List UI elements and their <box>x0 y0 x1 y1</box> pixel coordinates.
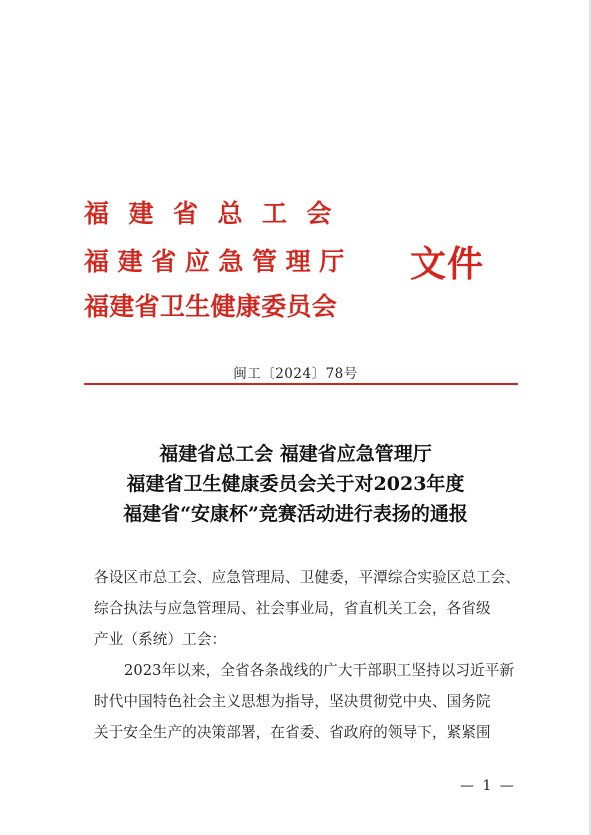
header-issuer-2: 福建省应急管理厅 <box>84 247 353 276</box>
title-line-1: 福建省总工会 福建省应急管理厅 <box>159 443 432 465</box>
header-issuer-3: 福建省卫生健康委员会 <box>84 292 338 321</box>
page-number: — 1 — <box>460 778 516 794</box>
title-line-2: 福建省卫生健康委员会关于对2023年度 <box>126 473 465 495</box>
header-issuer-1: 福建省总工会 <box>84 199 352 228</box>
body-line: 综合执法与应急管理局、社会事业局，省直机关工会，各省级 <box>94 600 491 617</box>
body-line: 时代中国特色社会主义思想为指导，坚决贯彻党中央、国务院 <box>94 693 491 710</box>
body-line: 2023年以来，全省各条战线的广大干部职工坚持以习近平新 <box>124 662 515 679</box>
body-line: 关于安全生产的决策部署，在省委、省政府的领导下，紧紧围 <box>94 724 491 741</box>
body-line: 产业（系统）工会： <box>94 631 227 648</box>
red-divider <box>84 383 518 385</box>
title-line-3: 福建省“安康杯”竞赛活动进行表扬的通报 <box>123 503 468 525</box>
document-number: 闽工〔2024〕78号 <box>233 366 358 382</box>
header-document-label: 文件 <box>410 243 485 285</box>
body-line: 各设区市总工会、应急管理局、卫健委，平潭综合实验区总工会、 <box>94 569 521 586</box>
